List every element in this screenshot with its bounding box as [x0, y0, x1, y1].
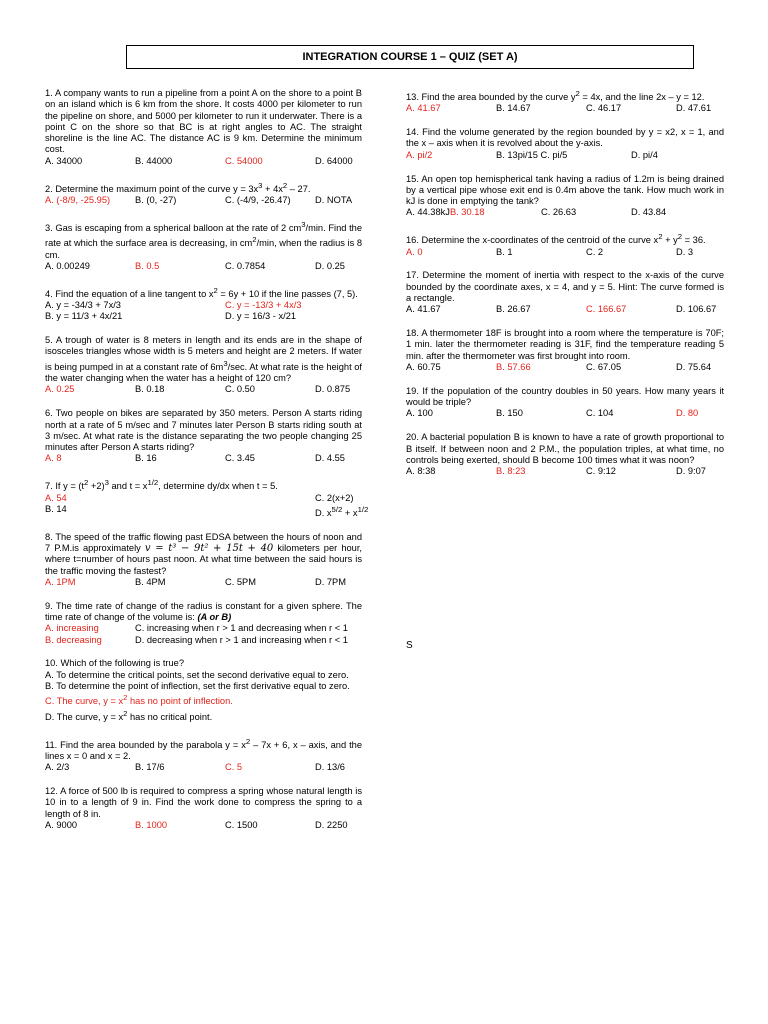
question-12-text: 12. A force of 500 lb is required to compress a spring whose natural length is 10 in to a length of 9 in. Find the work done to compress the spring to a length of 8 in.	[45, 786, 362, 819]
option-d[interactable]: D. 0.875	[315, 384, 351, 395]
option-b[interactable]: B. 150	[496, 408, 523, 419]
option-d[interactable]: D. 3	[676, 246, 694, 257]
question-1	[45, 88, 362, 167]
option-d[interactable]: D. The curve, $y = x^2$ has no critical point.	[45, 708, 213, 722]
question-5	[45, 335, 362, 396]
question-14-text: 14. Find the volume generated by the region bounded by y = x2, x = 1, and the x – axis when it is revolved about the y-axis.	[406, 127, 724, 149]
option-c[interactable]: C. 2	[586, 246, 604, 257]
option-a[interactable]: A. 9000	[45, 819, 78, 830]
option-b[interactable]: B. 4PM	[135, 576, 166, 587]
right-column	[406, 88, 724, 490]
question-6-options	[45, 453, 362, 464]
option-d[interactable]: D. 0.25	[315, 260, 345, 271]
question-17-options	[406, 304, 724, 315]
option-c-answer[interactable]: C. 54000	[225, 155, 263, 166]
option-d[interactable]: D. 9:07	[676, 466, 706, 477]
option-c[interactable]: C. 3.45	[225, 453, 255, 464]
option-c-answer[interactable]: C. 166.67	[586, 304, 627, 315]
question-15-options	[406, 207, 724, 218]
option-d[interactable]: D. $x^{5/2} + x^{1/2}$	[315, 504, 369, 518]
option-b[interactable]: B. 1	[496, 246, 513, 257]
question-20	[406, 432, 724, 477]
question-4	[45, 285, 362, 323]
option-d[interactable]: D. decreasing when r > 1 and increasing when r < 1	[135, 634, 348, 645]
question-5-text: 5. A trough of water is 8 meters in length and its ends are in the shape of isosceles triangles whose width is 5 meters and height are 2 meters. If water is being pumped in at a constant rate of $6m^3/\sec$. At what rate is the height of the water changing when the water has a height of 120 cm?	[45, 335, 362, 384]
option-a[interactable]: A. y = -34/3 + 7x/3	[45, 300, 121, 311]
question-3-options	[45, 261, 362, 272]
option-c[interactable]: C. 2(x+2)	[315, 492, 354, 503]
question-11	[45, 736, 362, 774]
question-14	[406, 127, 724, 161]
option-c[interactable]: C. 26.63	[541, 207, 577, 218]
question-18-options	[406, 362, 724, 373]
option-c[interactable]: C. (-4/9, -26.47)	[225, 194, 291, 205]
question-11-text: 11. Find the area bounded by the parabola $y = x^2 - 7x + 6$, x – axis, and the lines x = 0 and x = 2.	[45, 736, 362, 761]
option-b[interactable]: B. 0.18	[135, 384, 165, 395]
option-b-answer[interactable]: B. 1000	[135, 819, 168, 830]
question-19-options	[406, 408, 724, 419]
question-2-text: 2. Determine the maximum point of the curve $y = 3x^3 + 4x^2 - 27$.	[45, 180, 311, 194]
question-14-options	[406, 150, 724, 161]
stray-mark: S	[406, 640, 413, 651]
question-7	[45, 477, 369, 519]
question-17-text: 17. Determine the moment of inertia with respect to the x-axis of the curve bounded by the coordinate axes, x = 4, and y = 5. Hint: The curve formed is a rectangle.	[406, 270, 724, 304]
option-a[interactable]: A. 34000	[45, 155, 83, 166]
question-19	[406, 386, 724, 420]
question-3-text: 3. Gas is escaping from a spherical balloon at the rate of 2 $cm^3/\min$. Find the rate at which the surface area is decreasing, in $cm^2/\min$, when the radius is 8 cm.	[45, 219, 362, 260]
option-c-answer[interactable]: C. y = -13/3 + 4x/3	[225, 300, 302, 311]
option-c[interactable]: C. 46.17	[586, 103, 622, 114]
option-a-answer[interactable]: A. 41.67	[406, 103, 441, 114]
option-c[interactable]: C. 104	[586, 408, 614, 419]
option-d[interactable]: D. 47.61	[676, 103, 712, 114]
option-d[interactable]: D. 64000	[315, 155, 353, 166]
option-b[interactable]: B. 14	[45, 503, 67, 514]
option-b[interactable]: B. 16	[135, 453, 157, 464]
question-11-options	[45, 762, 362, 773]
option-d[interactable]: D. 7PM	[315, 576, 346, 587]
option-d-answer[interactable]: D. 80	[676, 408, 699, 419]
option-a[interactable]: A. 0.00249	[45, 260, 90, 271]
question-10	[45, 658, 362, 723]
option-b[interactable]: B. 14.67	[496, 103, 531, 114]
question-8-options	[45, 577, 362, 588]
question-20-options	[406, 466, 724, 477]
option-c[interactable]: C. increasing when r > 1 and decreasing when r < 1	[135, 623, 348, 634]
option-a-answer[interactable]: A. increasing	[45, 623, 99, 634]
option-a[interactable]: A. 41.67	[406, 304, 441, 315]
question-16	[406, 231, 724, 258]
question-9-text: 9. The time rate of change of the radius is constant for a given sphere. The time rate of change of the volume is: (A or B)	[45, 600, 362, 623]
option-c-answer[interactable]: C. The curve, $y = x^2$ has no point of inflection.	[45, 693, 233, 707]
question-6	[45, 408, 362, 464]
option-b-answer[interactable]: B. 30.18	[449, 207, 485, 218]
question-12	[45, 786, 362, 831]
question-17	[406, 270, 724, 315]
option-a-answer[interactable]: A. pi/2	[406, 149, 433, 160]
option-a-answer[interactable]: A. 1PM	[45, 576, 76, 587]
option-d[interactable]: D. 106.67	[676, 304, 717, 315]
question-7-text: 7. If $y = (t^2 +2)^3$ and $t = x^{1/2}$, determine dy/dx when t = 5.	[45, 478, 278, 492]
option-b-answer[interactable]: B. 8:23	[496, 466, 526, 477]
option-b[interactable]: B. 17/6	[135, 762, 165, 773]
option-a-answer[interactable]: A. (-8/9, -25.95)	[45, 194, 111, 205]
question-15	[406, 174, 724, 219]
speed-formula: v = t³ − 9t² + 15t + 40	[144, 543, 274, 555]
option-c[interactable]: C. 5PM	[225, 576, 256, 587]
option-a[interactable]: A. To determine the critical points, set the second derivative equal to zero.	[45, 669, 349, 680]
question-18	[406, 328, 724, 373]
question-8-text: 8. The speed of the traffic flowing past EDSA between the hours of noon and 7 P.M.is approximately v = t³ − 9t² + 15t + 40 kilometers per hour, where t=number of hours past noon. At what time between the said hours is the traffic moving the fastest?	[45, 531, 362, 576]
question-13-text: 13. Find the area bounded by the curve $y^2 = 4x$, and the line 2x – y = 12.	[406, 89, 705, 103]
option-d[interactable]: D. 13/6	[315, 762, 345, 773]
question-8	[45, 532, 362, 588]
question-10-text: 10. Which of the following is true?	[45, 658, 185, 669]
option-b[interactable]: B. (0, -27)	[135, 194, 177, 205]
left-column	[45, 88, 369, 844]
question-1-text: 1. A company wants to run a pipeline from a point A on the shore to a point B on an island which is 6 km from the shore. It costs 4000 per kilometer to run the pipeline on shore, and 5000 per kilometer to run it underwater. There is a point C on the shore so that BC is at right angles to AC. The straight shoreline is the line AC. The distance AC is 9 km. Determine the minimum cost.	[45, 88, 362, 155]
option-a[interactable]: A. 2/3	[45, 762, 70, 773]
question-19-text: 19. If the population of the country doubles in 50 years. How many years it would be triple?	[406, 385, 724, 408]
question-16-text: 16. Determine the x-coordinates of the centroid of the curve $x^2 + y^2 = 36$.	[406, 232, 706, 246]
option-b[interactable]: B. 26.67	[496, 304, 531, 315]
option-d[interactable]: D. 4.55	[315, 453, 345, 464]
option-c[interactable]: C. 0.7854	[225, 260, 266, 271]
option-a[interactable]: A. 100	[406, 408, 433, 419]
option-b[interactable]: B. 44000	[135, 155, 173, 166]
question-5-options	[45, 384, 362, 395]
option-a-answer[interactable]: A. 0	[406, 246, 423, 257]
question-12-options	[45, 820, 362, 831]
option-c[interactable]: C. 0.50	[225, 384, 255, 395]
question-9-options	[45, 623, 362, 646]
quiz-title: INTEGRATION COURSE 1 – QUIZ (SET A)	[126, 45, 694, 69]
option-c[interactable]: C. 1500	[225, 819, 258, 830]
option-b[interactable]: B. To determine the point of inflection, set the first derivative equal to zero.	[45, 681, 350, 692]
question-13	[406, 88, 724, 115]
option-a-answer[interactable]: A. 0.25	[45, 384, 75, 395]
option-c[interactable]: C. 67.05	[586, 362, 622, 373]
question-3	[45, 219, 362, 272]
question-2	[45, 180, 362, 207]
question-13-options	[406, 103, 724, 114]
option-a[interactable]: A. 60.75	[406, 362, 441, 373]
question-18-text: 18. A thermometer 18F is brought into a room where the temperature is 70F; 1 min. later the thermometer reading is 31F, find the temperature reading 5 min. after the thermometer was first brought into room.	[406, 328, 724, 361]
option-a-answer[interactable]: A. 8	[45, 453, 62, 464]
question-15-text: 15. An open top hemispherical tank having a radius of 1.2m is being drained by a vertical pipe whose exit end is 0.4m above the tank. How much work in kJ is done in emptying the tank?	[406, 173, 724, 207]
question-1-options	[45, 156, 362, 167]
option-d[interactable]: D. 2250	[315, 819, 348, 830]
option-d[interactable]: D. 43.84	[631, 207, 667, 218]
option-d[interactable]: D. y = 16/3 - x/21	[225, 311, 297, 322]
option-b[interactable]: B. y = 11/3 + 4x/21	[45, 311, 123, 322]
option-d[interactable]: D. pi/4	[631, 149, 658, 160]
option-a[interactable]: A. 8:38	[406, 466, 436, 477]
option-c-answer[interactable]: C. 5	[225, 762, 243, 773]
question-20-text: 20. A bacterial population B is known to have a rate of growth proportional to B itself. If between noon and 2 P.M., the population triples, at what time, no controls being exerted, should B become 100 times what it was noon?	[406, 432, 724, 465]
option-a-answer[interactable]: A. 54	[45, 492, 67, 503]
option-b-answer[interactable]: B. 57.66	[496, 362, 531, 373]
question-7-options	[45, 492, 369, 520]
option-b-answer[interactable]: B. decreasing	[45, 634, 102, 645]
option-b-c[interactable]: B. 13pi/15 C. pi/5	[496, 149, 568, 160]
option-a-b[interactable]: A. 44.38kJB. 30.18	[406, 207, 485, 218]
option-d[interactable]: D. 75.64	[676, 362, 712, 373]
option-c[interactable]: C. 9:12	[586, 466, 616, 477]
option-d[interactable]: D. NOTA	[315, 194, 353, 205]
question-6-text: 6. Two people on bikes are separated by 350 meters. Person A starts riding north at a rate of 5 m/sec and 7 minutes later Person B starts riding south at 3 m/sec. At what rate is the distance separating the two people changing 25 minutes after Person A starts riding?	[45, 408, 362, 453]
option-b-answer[interactable]: B. 0.5	[135, 260, 160, 271]
question-4-options	[45, 300, 362, 323]
question-4-text: 4. Find the equation of a line tangent to $x^2 = 6y + 10$ if the line passes (7, 5).	[45, 285, 358, 299]
question-2-options	[45, 195, 362, 206]
question-16-options	[406, 247, 724, 258]
question-9	[45, 601, 362, 646]
